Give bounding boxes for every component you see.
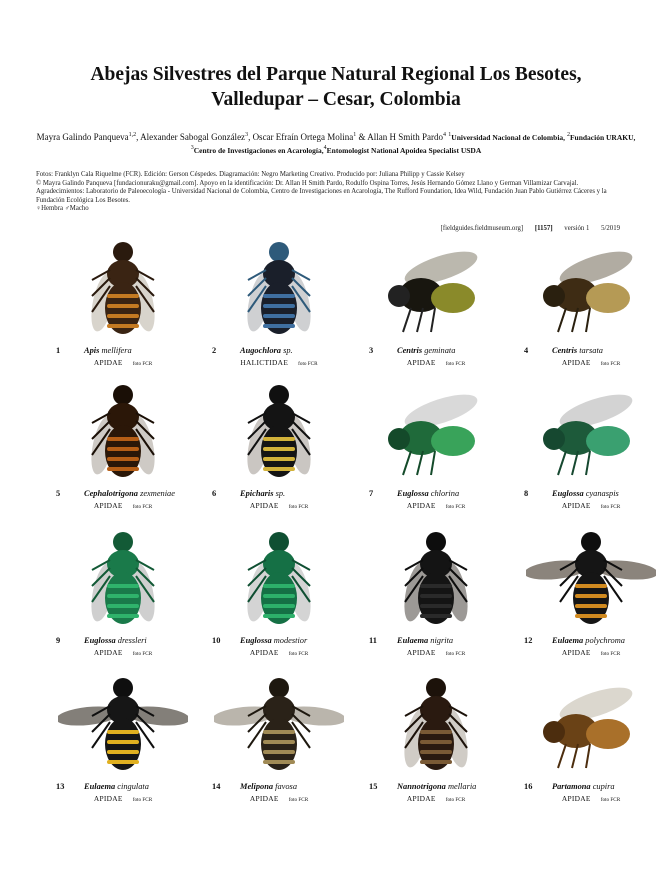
- species-7-bee-illustration: [371, 383, 501, 483]
- species-11-number: 11: [369, 636, 377, 645]
- species-9-number: 9: [56, 636, 61, 645]
- species-10-genus: Euglossa: [240, 636, 272, 645]
- title-line-2: Valledupar – Cesar, Colombia: [211, 89, 461, 110]
- author-2-sup: 3: [245, 132, 249, 138]
- species-13-photo: [58, 676, 188, 776]
- credits-copyright: © Mayra Galindo Panqueva [fundacionuraku@gmail.com]. Apoyo en la identificación: Dr. Allan H Smith Pardo, Rodulfo Ospina Torres, Jesús Hernando Gómez Llano y German Villamizar Carvajal.: [36, 179, 579, 187]
- species-2-family-line: [200, 358, 358, 367]
- species-8-bee-illustration: [526, 383, 656, 483]
- species-6-epithet: sp.: [275, 489, 286, 498]
- species-15-number: 15: [369, 782, 378, 791]
- species-14-caption: [200, 782, 358, 791]
- species-11-card: [357, 530, 515, 670]
- species-14-bee-illustration: [214, 676, 344, 776]
- species-2-photo: [214, 240, 344, 340]
- species-15-card: [357, 676, 515, 816]
- species-1-card: [44, 240, 202, 380]
- species-1-bee-illustration: [58, 240, 188, 340]
- species-11-caption: [357, 636, 515, 645]
- species-8-card: [512, 383, 670, 523]
- version-label: versión 1: [564, 225, 590, 232]
- species-11-family: APIDAE: [406, 648, 436, 657]
- affiliation-1: Universidad Nacional de Colombia,: [451, 133, 567, 142]
- guide-id: [1157]: [534, 225, 553, 232]
- species-16-epithet: cupira: [592, 782, 615, 791]
- species-15-photo-credit: foto FCR: [445, 797, 466, 803]
- species-6-photo-credit: foto FCR: [288, 504, 309, 510]
- date-label: 5/2019: [601, 225, 620, 232]
- species-13-bee-illustration: [58, 676, 188, 776]
- species-8-family-line: [512, 501, 670, 510]
- species-13-card: [44, 676, 202, 816]
- species-8-epithet: cyanaspis: [585, 489, 619, 498]
- species-10-bee-illustration: [214, 530, 344, 630]
- species-4-family: APIDAE: [561, 358, 591, 367]
- species-4-family-line: [512, 358, 670, 367]
- species-9-bee-illustration: [58, 530, 188, 630]
- species-8-genus: Euglossa: [552, 489, 584, 498]
- species-4-photo: [526, 240, 656, 340]
- species-16-bee-illustration: [526, 676, 656, 776]
- species-6-caption: [200, 489, 358, 498]
- species-7-card: [357, 383, 515, 523]
- species-5-card: [44, 383, 202, 523]
- species-16-photo: [526, 676, 656, 776]
- species-7-family-line: [357, 501, 515, 510]
- species-7-epithet: chlorina: [430, 489, 460, 498]
- species-4-caption: [512, 346, 670, 355]
- species-15-genus: Nannotrigona: [397, 782, 446, 791]
- species-12-photo-credit: foto FCR: [600, 651, 621, 657]
- species-4-genus: Centris: [552, 346, 578, 355]
- species-9-family: APIDAE: [93, 648, 123, 657]
- sex-legend: ♀Hembra ♂Macho: [36, 205, 89, 213]
- species-16-family: APIDAE: [561, 794, 591, 803]
- species-8-photo: [526, 383, 656, 483]
- species-13-epithet: cingulata: [117, 782, 149, 791]
- species-5-genus: Cephalotrigona: [84, 489, 138, 498]
- affiliation-4-sup: 4: [323, 145, 327, 151]
- species-13-caption: [44, 782, 202, 791]
- species-4-card: [512, 240, 670, 380]
- species-7-caption: [357, 489, 515, 498]
- affiliation-3: Centro de Investigaciones en Acarología,: [193, 146, 324, 155]
- species-10-caption: [200, 636, 358, 645]
- author-4: & Allan H Smith Pardo: [356, 132, 444, 142]
- species-6-number: 6: [212, 489, 217, 498]
- species-3-photo: [371, 240, 501, 340]
- species-6-photo: [214, 383, 344, 483]
- species-12-epithet: polychroma: [585, 636, 625, 645]
- species-7-family: APIDAE: [406, 501, 436, 510]
- species-9-card: [44, 530, 202, 670]
- species-11-family-line: [357, 648, 515, 657]
- species-9-genus: Euglossa: [84, 636, 116, 645]
- species-3-caption: [357, 346, 515, 355]
- site-link[interactable]: [fieldguides.fieldmuseum.org]: [440, 225, 524, 232]
- species-10-epithet: modestior: [273, 636, 308, 645]
- species-14-photo: [214, 676, 344, 776]
- species-2-genus: Augochlora: [240, 346, 281, 355]
- credits-acknowledgements: Agradecimientos: Laboratorio de Paleoecología - Universidad Nacional de Colombia, Centro de Investigaciones en Acarología, The Rufford Foundation, Idea Wild, Fundación Juan Pablo Gutiérrez Cáceres y la Fundación Ecológica Los Besotes.: [36, 188, 607, 204]
- author-3-sup: 1: [353, 132, 357, 138]
- species-14-family: APIDAE: [249, 794, 279, 803]
- species-16-family-line: [512, 794, 670, 803]
- species-9-photo-credit: foto FCR: [132, 651, 153, 657]
- species-5-caption: [44, 489, 202, 498]
- species-9-epithet: dressleri: [117, 636, 147, 645]
- species-9-family-line: [44, 648, 202, 657]
- species-15-photo: [371, 676, 501, 776]
- species-12-caption: [512, 636, 670, 645]
- species-6-family-line: [200, 501, 358, 510]
- species-11-photo: [371, 530, 501, 630]
- species-5-number: 5: [56, 489, 61, 498]
- species-3-card: [357, 240, 515, 380]
- species-1-epithet: mellifera: [101, 346, 132, 355]
- species-14-card: [200, 676, 358, 816]
- species-3-family: APIDAE: [406, 358, 436, 367]
- species-4-number: 4: [524, 346, 529, 355]
- species-1-family-line: [44, 358, 202, 367]
- species-14-genus: Melipona: [240, 782, 274, 791]
- species-14-photo-credit: foto FCR: [288, 797, 309, 803]
- species-6-family: APIDAE: [249, 501, 279, 510]
- species-10-family-line: [200, 648, 358, 657]
- affiliation-1-sup: 1: [448, 132, 452, 138]
- species-15-bee-illustration: [371, 676, 501, 776]
- species-3-genus: Centris: [397, 346, 423, 355]
- species-7-genus: Euglossa: [397, 489, 429, 498]
- species-10-number: 10: [212, 636, 221, 645]
- species-6-genus: Epicharis: [240, 489, 274, 498]
- species-12-genus: Eulaema: [552, 636, 584, 645]
- species-9-caption: [44, 636, 202, 645]
- species-11-bee-illustration: [371, 530, 501, 630]
- author-1: Mayra Galindo Panqueva: [36, 132, 129, 142]
- species-1-family: APIDAE: [93, 358, 123, 367]
- species-4-epithet: tarsata: [579, 346, 603, 355]
- species-16-photo-credit: foto FCR: [600, 797, 621, 803]
- species-12-photo: [526, 530, 656, 630]
- species-5-bee-illustration: [58, 383, 188, 483]
- species-4-bee-illustration: [526, 240, 656, 340]
- species-6-bee-illustration: [214, 383, 344, 483]
- species-2-caption: [200, 346, 358, 355]
- species-13-family: APIDAE: [93, 794, 123, 803]
- species-1-genus: Apis: [84, 346, 100, 355]
- affiliation-2: Fundación URAKU,: [569, 133, 636, 142]
- species-10-photo-credit: foto FCR: [288, 651, 309, 657]
- species-16-genus: Partamona: [552, 782, 591, 791]
- species-14-number: 14: [212, 782, 221, 791]
- species-16-caption: [512, 782, 670, 791]
- species-14-family-line: [200, 794, 358, 803]
- species-13-family-line: [44, 794, 202, 803]
- species-16-card: [512, 676, 670, 816]
- affiliation-3-sup: 3: [190, 145, 194, 151]
- species-14-epithet: favosa: [275, 782, 298, 791]
- species-15-epithet: mellaria: [447, 782, 477, 791]
- credits-photos: Fotos: Franklyn Cala Riquelme (FCR). Edición: Gerson Céspedes. Diagramación: Negro Marketing Creativo. Producido por: Juliana Philipp y Cassie Kelsey: [36, 171, 465, 178]
- species-5-photo-credit: foto FCR: [132, 504, 153, 510]
- species-9-photo: [58, 530, 188, 630]
- species-1-photo-credit: foto FCR: [132, 361, 153, 367]
- species-15-family: APIDAE: [406, 794, 436, 803]
- species-10-family: APIDAE: [249, 648, 279, 657]
- species-1-caption: [44, 346, 202, 355]
- species-8-caption: [512, 489, 670, 498]
- species-11-photo-credit: foto FCR: [445, 651, 466, 657]
- species-5-photo: [58, 383, 188, 483]
- species-3-bee-illustration: [371, 240, 501, 340]
- species-2-family: HALICTIDAE: [240, 358, 289, 367]
- species-10-card: [200, 530, 358, 670]
- species-2-photo-credit: foto FCR: [298, 361, 318, 367]
- species-11-epithet: nigrita: [430, 636, 454, 645]
- species-16-number: 16: [524, 782, 533, 791]
- species-7-photo-credit: foto FCR: [445, 504, 466, 510]
- species-8-photo-credit: foto FCR: [600, 504, 621, 510]
- species-1-photo: [58, 240, 188, 340]
- species-8-family: APIDAE: [561, 501, 591, 510]
- species-5-family: APIDAE: [93, 501, 123, 510]
- species-5-family-line: [44, 501, 202, 510]
- species-3-number: 3: [369, 346, 374, 355]
- author-1-sup: 1,2: [128, 132, 137, 138]
- species-3-epithet: geminata: [424, 346, 456, 355]
- species-2-epithet: sp.: [283, 346, 293, 355]
- species-2-card: [200, 240, 358, 380]
- species-13-genus: Eulaema: [84, 782, 116, 791]
- species-10-photo: [214, 530, 344, 630]
- species-12-bee-illustration: [526, 530, 656, 630]
- species-5-epithet: zexmeniae: [140, 489, 175, 498]
- species-12-family-line: [512, 648, 670, 657]
- species-7-number: 7: [369, 489, 374, 498]
- species-6-card: [200, 383, 358, 523]
- author-4-sup: 4: [443, 132, 447, 138]
- author-3: , Oscar Efraín Ortega Molina: [248, 132, 354, 142]
- species-12-number: 12: [524, 636, 533, 645]
- species-4-photo-credit: foto FCR: [600, 361, 621, 367]
- title-line-1: Abejas Silvestres del Parque Natural Regional Los Besotes,: [90, 64, 582, 85]
- affiliation-2-sup: 2: [566, 132, 570, 138]
- species-11-genus: Eulaema: [397, 636, 429, 645]
- species-8-number: 8: [524, 489, 529, 498]
- species-13-number: 13: [56, 782, 65, 791]
- species-15-caption: [357, 782, 515, 791]
- species-3-family-line: [357, 358, 515, 367]
- affiliation-4: Entomologist National Apoidea Specialist USDA: [326, 146, 482, 155]
- species-2-number: 2: [212, 346, 217, 355]
- author-2: , Alexander Sabogal González: [136, 132, 246, 142]
- species-2-bee-illustration: [214, 240, 344, 340]
- species-3-photo-credit: foto FCR: [445, 361, 466, 367]
- species-12-family: APIDAE: [561, 648, 591, 657]
- species-13-photo-credit: foto FCR: [132, 797, 153, 803]
- species-12-card: [512, 530, 670, 670]
- species-7-photo: [371, 383, 501, 483]
- species-1-number: 1: [56, 346, 61, 355]
- species-15-family-line: [357, 794, 515, 803]
